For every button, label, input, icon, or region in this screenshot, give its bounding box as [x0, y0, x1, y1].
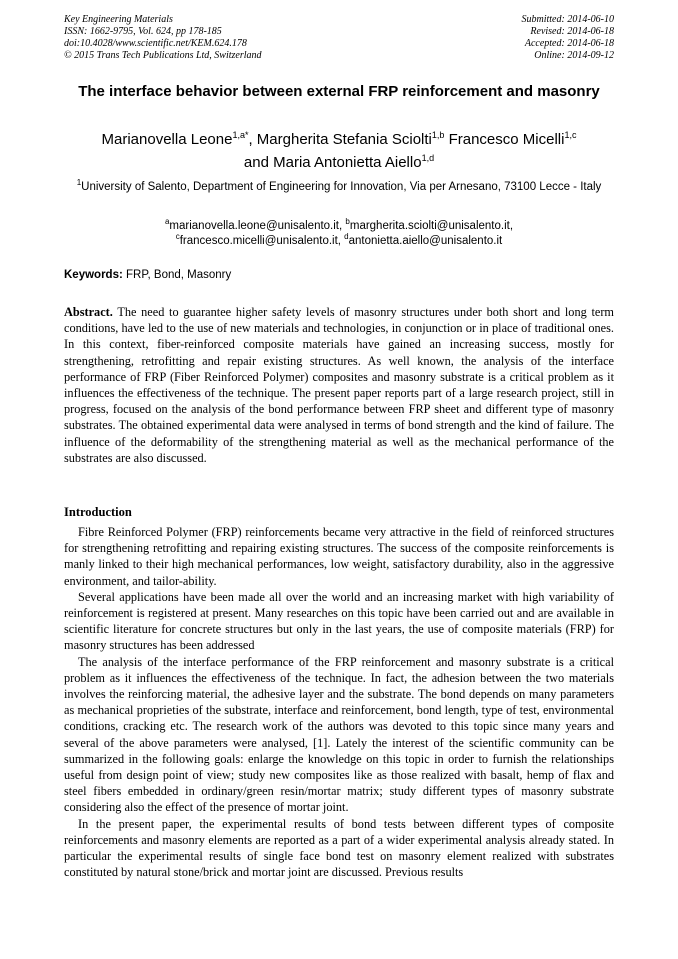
affiliation	[64, 180, 614, 195]
paragraph: Several applications have been made all over the world and an increasing market with high variability of reinforcement is registered at present. Many researches on this topic have been carried out and are available in scientific literature for concrete structures but only in the last years, the use of composite materials (FRP) for masonry structures has been addressed	[64, 589, 614, 653]
email-separator: ,	[509, 220, 514, 232]
email-mark: d	[344, 232, 349, 242]
abstract-text: The need to guarantee higher safety levels of masonry structures under both short and long term conditions, have led to the use of new materials and technologies, in conjunction or in place of traditional ones. In this context, fiber-reinforced composite materials have gained an increasing success, mostly for strengthening, retrofitting and repair existing structures. As well known, the analysis of the interface performance of FRP (Fiber Reinforced Polymer) composites and masonry substrate is a critical problem as it influences the effectiveness of the technique. The present paper reports part of a large research project, still in progress, focused on the analysis of the bond performance between FRP sheet and different type of masonry substrates. The obtained experimental data were analysed in terms of bond strength and the kind of failure. The influence of the deformability of the strengthening material as well as the mechanical performance of the substrates are also discussed.	[64, 305, 614, 465]
accepted-date: Accepted: 2014-06-18	[524, 38, 614, 49]
submitted-date: Submitted: 2014-06-10	[521, 14, 614, 25]
author-affiliation-mark: 1,c	[564, 130, 577, 140]
affiliation-mark: 1	[76, 178, 82, 188]
author-list	[64, 128, 614, 174]
email-separator: ,	[337, 235, 345, 247]
affiliation-text: University of Salento, Department of Engineering for Innovation, Via per Arnesano, 73100 Lecce - Italy	[81, 181, 602, 193]
email-mark: c	[175, 232, 180, 242]
doi-line[interactable]: doi:10.4028/www.scientific.net/KEM.624.178	[64, 38, 247, 49]
revised-date: Revised: 2014-06-18	[530, 26, 614, 37]
author-emails	[64, 219, 614, 249]
email-mark: b	[345, 217, 350, 227]
journal-info	[64, 14, 262, 62]
author-name: Marianovella Leone	[101, 131, 233, 148]
email-mark: a	[164, 217, 170, 227]
author-separator: ,	[248, 131, 257, 148]
email-link[interactable]: marianovella.leone@unisalento.it	[169, 220, 340, 232]
abstract-label: Abstract.	[64, 305, 113, 319]
email-separator: ,	[339, 220, 346, 232]
author-name: Maria Antonietta Aiello	[273, 154, 422, 171]
section-heading-introduction: Introduction	[64, 505, 132, 519]
issn-line: ISSN: 1662-9795, Vol. 624, pp 178-185	[64, 26, 222, 37]
email-link[interactable]: margherita.sciolti@unisalento.it	[349, 220, 510, 232]
copyright-line: © 2015 Trans Tech Publications Ltd, Switzerland	[64, 50, 262, 61]
journal-name: Key Engineering Materials	[64, 14, 173, 25]
introduction-body	[64, 524, 614, 880]
abstract	[64, 304, 614, 466]
keywords-label: Keywords:	[64, 269, 123, 281]
email-link[interactable]: francesco.micelli@unisalento.it	[179, 235, 338, 247]
author-affiliation-mark: 1,d	[421, 153, 435, 163]
keywords	[64, 268, 614, 283]
paragraph: In the present paper, the experimental results of bond tests between different types of composite reinforcements and masonry elements are reported as a part of a wider experimental analysis already stated. In particular the experimental results of single face bond test on masonry element realized with substrates constituted by natural stone/brick and mortar joint are discussed. Previous results	[64, 816, 614, 880]
paper-title: The interface behavior between external FRP reinforcement and masonry	[78, 83, 600, 100]
keywords-text: FRP, Bond, Masonry	[126, 269, 232, 281]
author-separator: and	[243, 154, 274, 171]
author-name: Francesco Micelli	[448, 131, 565, 148]
author-name: Margherita Stefania Sciolti	[256, 131, 432, 148]
publication-dates	[522, 14, 615, 62]
paragraph: Fibre Reinforced Polymer (FRP) reinforcements became very attractive in the field of reinforced structures for strengthening retrofitting and repairing existing structures. The success of the composite reinforcements is manly linked to their high mechanical performances, low weight, satisfactory durability, also in the aggressive environment, and tailor-ability.	[64, 525, 614, 588]
online-date: Online: 2014-09-12	[534, 50, 614, 61]
paragraph: The analysis of the interface performance of the FRP reinforcement and masonry substrate is a critical problem as it influences the effectiveness of the technique. In fact, the adhesion between the two materials involves the reinforcing material, the adhesive layer and the substrate. The bond depends on many parameters as mechanical proprieties of the substrate, interface and reinforcement, bond length, type of test, environmental conditions, cracking etc. The research work of the authors was devoted to this topic since many years and several of the above parameters were analysed, [1]. Lately the interest of the scientific community can be summarized in the following goals: enlarge the knowledge on this topic in order to furnish the relationships useful from design point of view; study new composites like as those realized with basalt, hemp of flax and steel fibers embedded in ordinary/green resin/mortar matrix; study different types of masonry substrate considering also the effect of the presence of mortar joint.	[64, 654, 614, 815]
email-link[interactable]: antonietta.aiello@unisalento.it	[348, 235, 503, 247]
author-affiliation-mark: 1,b	[431, 130, 445, 140]
author-affiliation-mark: 1,a*	[232, 130, 249, 140]
